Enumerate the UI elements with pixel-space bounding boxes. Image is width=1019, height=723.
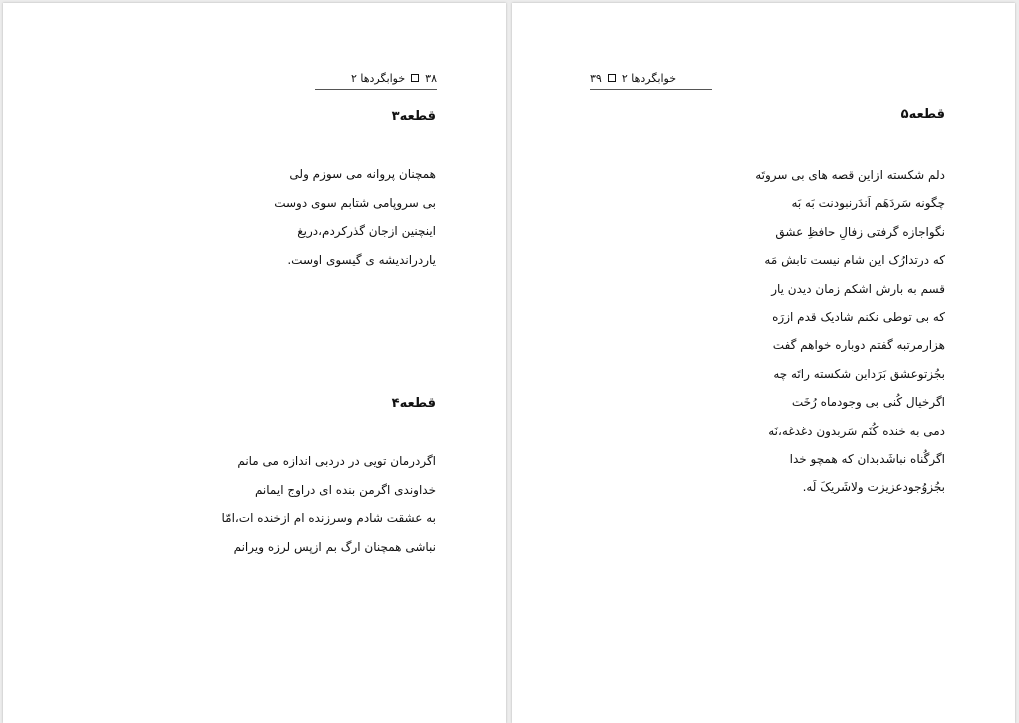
section-title: قطعه۵ <box>900 107 945 122</box>
poem-line: اگرگُناه نباشَدبدان که همچو خدا <box>789 451 945 466</box>
square-bullet-icon <box>608 74 616 82</box>
poem-line: نباشی همچنان ارگ بم ازپس لرزه ویرانم <box>233 539 436 554</box>
poem-line: هزارمرتبه گفتم دوباره خواهم گفت <box>772 338 945 353</box>
poem-line: بجُزوُجودعزیزت ولاشَریکَ لَه. <box>802 480 945 495</box>
poem-stanza <box>222 447 437 561</box>
poem-line: یاردراندیشه ی گیسوی اوست. <box>287 252 436 267</box>
poem-line: قسم به بارش اشکم زمان دیدن یار <box>771 281 945 296</box>
book-title: خوابگردها ۲ <box>350 71 406 85</box>
poem-line: بی سروپامی شتابم سوی دوست <box>274 195 436 210</box>
book-title: خوابگردها ۲ <box>621 71 677 85</box>
page-38 <box>3 3 506 723</box>
poem-line: که بی توطی نکنم شادیک قدم ازرَه <box>772 309 945 324</box>
square-bullet-icon <box>411 74 419 82</box>
poem-line: اگرخیال کُنی بی وجودماه رُخَت <box>791 395 945 410</box>
running-header <box>315 67 437 90</box>
poem-line: دمی به خنده کُنَم سَربدون دغدغه،نَه <box>768 423 945 438</box>
poem-line: به عشقت شادم وسرزنده ام ازخنده ات،امّا <box>221 511 436 525</box>
poem-line: که درتدارُک این شام نیست تابش مَه <box>764 253 945 268</box>
poem-line: خداوندی اگرمن بنده ای دراوج ایمانم <box>254 482 436 497</box>
running-header <box>590 67 712 90</box>
poem-line: اینچنین ازجان گذرکردم،دریغ <box>297 224 436 238</box>
poem-line: چگونه سَردَهَم اَندَرنبودنت بَه بَه <box>791 196 945 211</box>
poem-line: نگواجازه گرفتی زفالِ حافظِ عشق <box>775 224 945 239</box>
poem-stanza <box>274 160 436 274</box>
poem-line: بجُزتوعشق بَرَداین شکسته راتَه چه <box>773 366 945 381</box>
page-number: ۳۸ <box>425 71 437 85</box>
poem-line: اگردرمان تویی در دردبی اندازه می مانم <box>237 454 436 468</box>
poem-line: همچنان پروانه می سوزم ولی <box>289 167 436 181</box>
page-number: ۳۹ <box>590 71 602 85</box>
page-39 <box>512 3 1015 723</box>
section-title: قطعه۴ <box>391 396 436 411</box>
poem-line: دلم شکسته ازاین قصه های بی سروتَه <box>755 168 945 182</box>
poem-stanza <box>755 161 945 502</box>
section-title: قطعه۳ <box>391 109 436 124</box>
